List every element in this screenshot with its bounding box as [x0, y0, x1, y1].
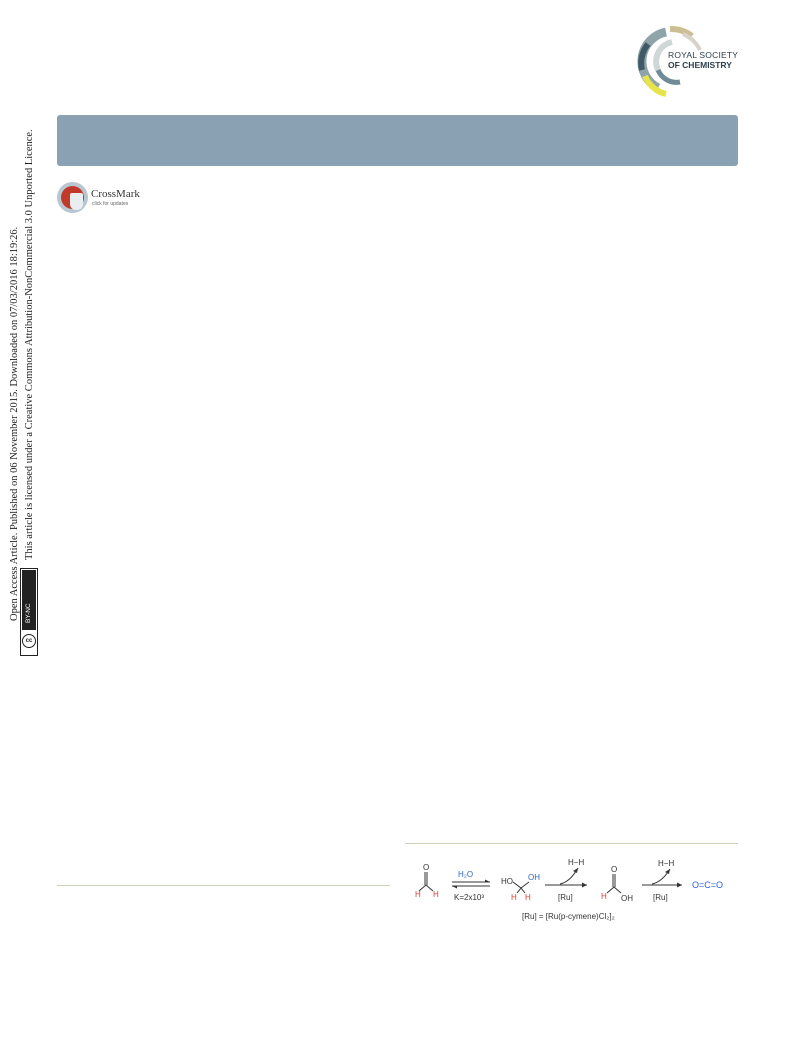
- hydrate-h2: H: [525, 893, 531, 902]
- hydrate-oh: OH: [528, 873, 540, 882]
- step2-arrow: [545, 858, 587, 902]
- hydrate-h1: H: [511, 893, 517, 902]
- step2-gas: H−H: [568, 858, 585, 867]
- open-access-notice: Open Access Article. Published on 06 November 2015. Downloaded on 07/03/2016 18:19:26.: [9, 226, 20, 621]
- reaction-scheme: [410, 852, 735, 927]
- journal-header-bar: [57, 115, 738, 166]
- logo-line-2: OF CHEMISTRY: [668, 60, 732, 70]
- crossmark-icon: [57, 182, 88, 213]
- crossmark-subtitle: click for updates: [92, 201, 129, 207]
- step1-equilibrium-constant: K=2x10³: [454, 893, 485, 902]
- product-co2: O=C=O: [692, 880, 724, 890]
- catalyst-definition: [Ru] = [Ru(p-cymene)Cl₂]₂: [522, 912, 615, 921]
- acid-o: O: [611, 865, 618, 874]
- cc-license-badge[interactable]: [20, 568, 38, 656]
- acid-h: H: [601, 892, 607, 901]
- cc-icon: cc: [22, 634, 36, 648]
- formaldehyde-o: O: [423, 863, 430, 872]
- divider-rule-left: [57, 885, 390, 886]
- formaldehyde-structure: [415, 863, 439, 899]
- step3-gas: H−H: [658, 859, 675, 868]
- formic-acid-structure: [601, 865, 633, 903]
- license-link[interactable]: This article is licensed under a Creative Commons Attribution-NonCommercial 3.0 Unported Licence.: [24, 129, 35, 560]
- divider-rule-right: [405, 843, 738, 844]
- step3-arrow: [642, 859, 682, 902]
- step2-catalyst: [Ru]: [558, 893, 573, 902]
- methanediol-structure: [501, 873, 540, 902]
- step3-catalyst: [Ru]: [653, 893, 668, 902]
- hydrate-ho: HO: [501, 877, 513, 886]
- equilibrium-arrow: [452, 870, 490, 902]
- crossmark-title: CrossMark: [91, 188, 140, 200]
- license-badge-label: BY-NC: [25, 603, 32, 623]
- logo-line-1: ROYAL SOCIETY: [668, 50, 739, 60]
- crossmark-button[interactable]: [57, 182, 147, 214]
- rsc-logo-text: [668, 50, 738, 70]
- reaction-scheme-graphic: [410, 852, 735, 927]
- formaldehyde-h2: H: [433, 890, 439, 899]
- acid-oh: OH: [621, 894, 633, 903]
- step1-reagent: H₂O: [458, 870, 474, 879]
- formaldehyde-h1: H: [415, 890, 421, 899]
